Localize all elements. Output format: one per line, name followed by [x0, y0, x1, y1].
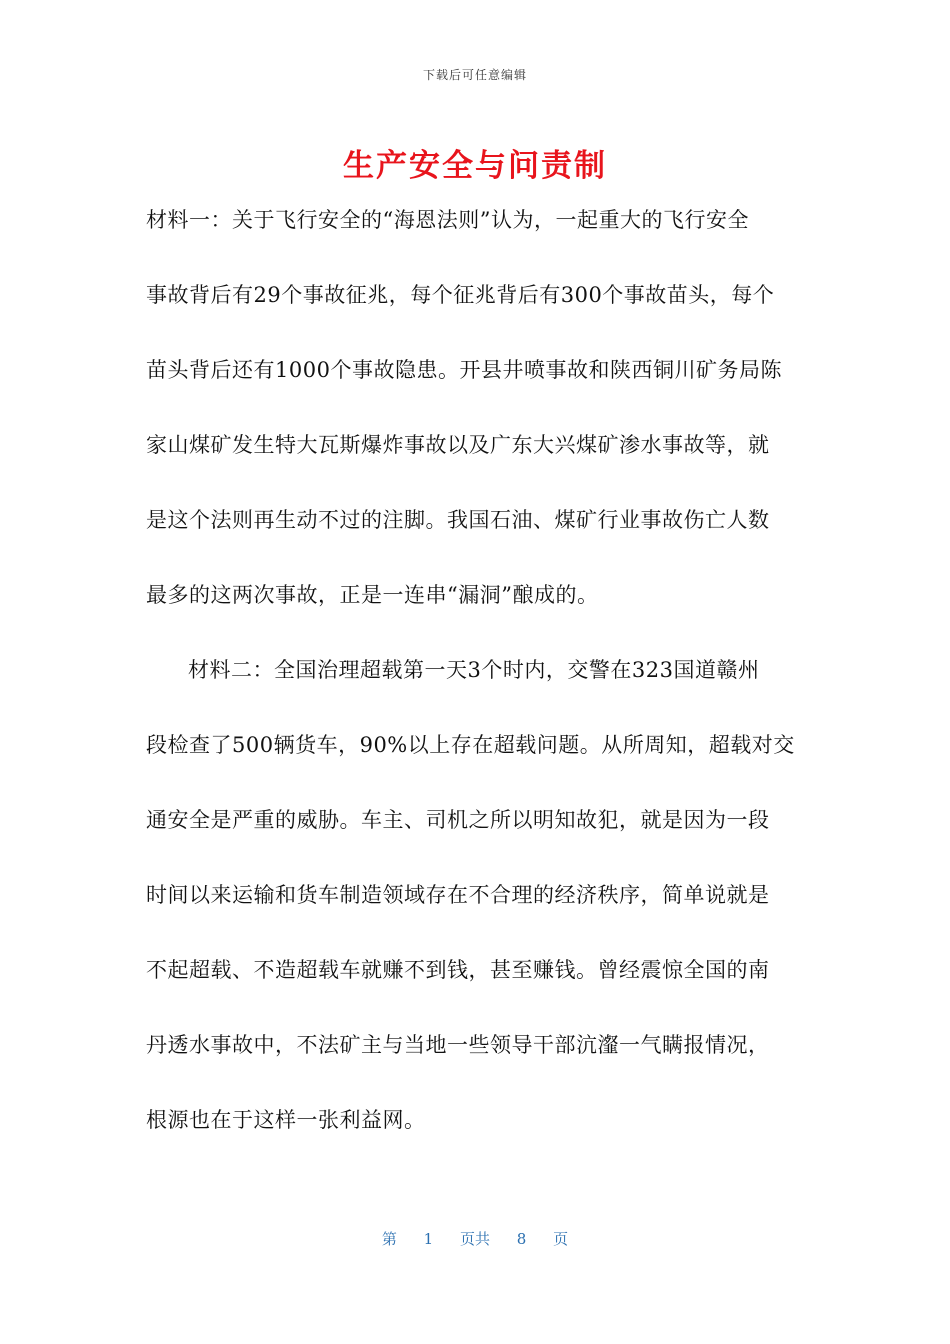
document-title: 生产安全与问责制 — [343, 148, 607, 184]
paragraph-line: 苗头背后还有1000个事故隐患。开县井喷事故和陕西铜川矿务局陈 — [146, 358, 782, 382]
document-body — [146, 196, 806, 1171]
paragraph-material-one — [146, 196, 806, 646]
paragraph-line: 不起超载、不造超载车就赚不到钱，甚至赚钱。曾经震惊全国的南 — [146, 958, 770, 982]
paragraph-line: 是这个法则再生动不过的注脚。我国石油、煤矿行业事故伤亡人数 — [146, 508, 770, 532]
page-header-note: 下载后可任意编辑 — [422, 68, 527, 82]
page-number-footer — [0, 1228, 950, 1249]
paragraph-line: 丹透水事故中，不法矿主与当地一些领导干部沆瀣一气瞒报情况， — [146, 1033, 770, 1057]
page-mid: 页共 — [459, 1230, 490, 1248]
paragraph-line: 材料一：关于飞行安全的“海恩法则”认为，一起重大的飞行安全 — [146, 208, 749, 232]
paragraph-line: 根源也在于这样一张利益网。 — [146, 1108, 426, 1132]
paragraph-line: 段检查了500辆货车，90%以上存在超载问题。从所周知，超载对交 — [146, 733, 795, 757]
page-total: 8 — [516, 1230, 527, 1248]
paragraph-line: 材料二：全国治理超载第一天3个时内，交警在323国道赣州 — [188, 658, 760, 682]
paragraph-line: 最多的这两次事故，正是一连串“漏洞”酿成的。 — [146, 583, 599, 607]
page-current: 1 — [423, 1230, 434, 1248]
paragraph-line: 通安全是严重的威胁。车主、司机之所以明知故犯，就是因为一段 — [146, 808, 770, 832]
paragraph-line: 时间以来运输和货车制造领域存在不合理的经济秩序，简单说就是 — [146, 883, 770, 907]
page-suffix: 页 — [553, 1230, 569, 1248]
page-prefix: 第 — [381, 1230, 397, 1248]
paragraph-line: 家山煤矿发生特大瓦斯爆炸事故以及广东大兴煤矿渗水事故等，就 — [146, 433, 770, 457]
paragraph-material-two — [146, 646, 806, 1171]
paragraph-line: 事故背后有29个事故征兆，每个征兆背后有300个事故苗头，每个 — [146, 283, 775, 307]
